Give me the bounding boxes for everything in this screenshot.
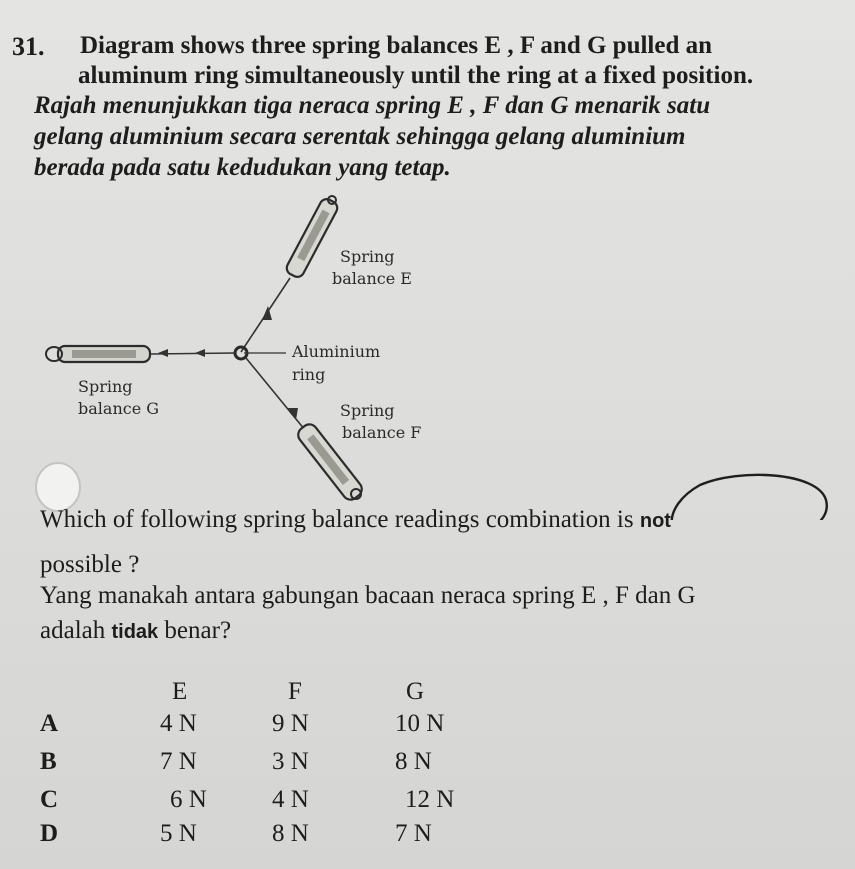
spring-balance-g xyxy=(46,346,150,362)
option-a-e-value: 4 N xyxy=(160,710,197,737)
option-a-g-value: 10 N xyxy=(395,710,445,737)
option-d-g-value: 7 N xyxy=(395,820,432,847)
label-aluminium-ring-line1: Aluminium xyxy=(292,342,381,361)
question-malay-line-3: berada pada satu kedudukan yang tetap. xyxy=(34,154,451,181)
arrow-g-2 xyxy=(195,349,205,357)
option-c-g-value: 12 N xyxy=(405,786,455,813)
prompt-english-line-2: possible ? xyxy=(40,551,140,578)
column-header-f: F xyxy=(288,678,302,705)
option-b-f-value: 3 N xyxy=(272,748,309,775)
prompt-malay-benar: benar? xyxy=(164,617,232,644)
column-header-e: E xyxy=(172,678,188,705)
prompt-not-emphasis: not xyxy=(639,510,671,532)
question-malay-line-1: Rajah menunjukkan tiga neraca spring E , F dan G menarik satu xyxy=(34,92,711,119)
label-aluminium-ring-line2: ring xyxy=(292,365,326,384)
prompt-malay-adalah: adalah xyxy=(40,617,106,644)
option-b-g-value: 8 N xyxy=(395,748,432,775)
handdrawn-circle-mark xyxy=(672,475,827,520)
option-d-letter[interactable]: D xyxy=(40,820,59,847)
question-english-line-1: Diagram shows three spring balances E , F and G pulled an xyxy=(80,32,713,59)
column-header-g: G xyxy=(406,678,425,705)
option-d-e-value: 5 N xyxy=(160,820,197,847)
question-malay-line-2: gelang aluminium secara serentak sehingga gelang aluminium xyxy=(34,123,686,150)
option-b-e-value: 7 N xyxy=(160,748,197,775)
spring-balance-e xyxy=(284,196,339,279)
label-spring-balance-g-line2: balance G xyxy=(78,399,160,418)
label-spring-balance-g-line1: Spring xyxy=(78,377,133,396)
prompt-english-text: Which of following spring balance readings combination is xyxy=(40,506,634,533)
label-spring-balance-f-line2: balance F xyxy=(342,423,422,442)
option-c-f-value: 4 N xyxy=(272,786,309,813)
question-number: 31. xyxy=(12,32,45,61)
option-b-letter[interactable]: B xyxy=(40,748,57,775)
option-a-f-value: 9 N xyxy=(272,710,309,737)
label-spring-balance-f-line1: Spring xyxy=(340,401,395,420)
arrow-g xyxy=(158,349,168,357)
option-a-letter[interactable]: A xyxy=(40,710,59,737)
label-spring-balance-e-line1: Spring xyxy=(340,247,395,266)
prompt-tidak-emphasis: tidak xyxy=(111,621,159,643)
option-c-letter[interactable]: C xyxy=(40,786,59,813)
label-spring-balance-e-line2: balance E xyxy=(332,269,412,288)
spring-balance-diagram xyxy=(0,180,855,520)
arrow-f xyxy=(288,408,298,420)
option-c-e-value: 6 N xyxy=(170,786,207,813)
option-d-f-value: 8 N xyxy=(272,820,309,847)
prompt-malay-line-1: Yang manakah antara gabungan bacaan neraca spring E , F dan G xyxy=(40,582,696,609)
prompt-malay-line-2 xyxy=(40,617,231,645)
question-english-line-2: aluminum ring simultaneously until the ring at a fixed position. xyxy=(78,62,754,89)
binder-hole xyxy=(36,463,80,511)
prompt-english-line-1 xyxy=(40,506,671,534)
